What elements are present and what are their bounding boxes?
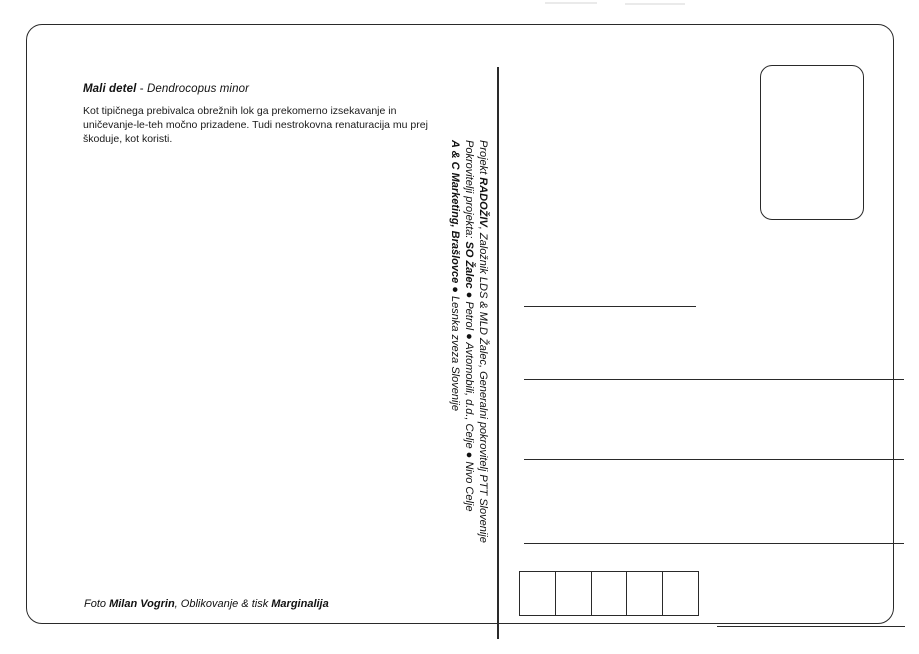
postcard-frame [26, 24, 894, 624]
sponsor-line-1-prefix: Projekt [477, 140, 489, 178]
postal-code-cell [519, 571, 556, 616]
center-divider [497, 67, 499, 639]
species-latin-name: Dendrocopus minor [146, 83, 249, 95]
sponsor-line-2-prefix: Pokrovitelji projekta: [462, 140, 475, 242]
sponsor-line-2-suffix: ● Petrol ● Avtomobili, d.d., Celje ● Nivo Celje [462, 288, 475, 512]
postal-code-cell [662, 571, 699, 616]
sponsor-text-block [450, 140, 490, 620]
address-line [524, 543, 904, 544]
scan-artifact [545, 2, 597, 4]
sponsor-line-2-bold: SO Žalec [462, 241, 475, 289]
sponsor-line-3-bold: A & C Marketing, Brašlovce [448, 140, 461, 284]
postal-code-cell [626, 571, 663, 616]
species-separator: - [136, 83, 147, 95]
message-block [83, 83, 463, 147]
sponsor-line-1-suffix: , Založnik LDS & MLD Žalec, Generalni pokrovitelj PTT Slovenije [477, 226, 489, 543]
sponsor-line-1-bold: RADOŽIV [477, 177, 489, 227]
design-label: , Oblikovanje & tisk [174, 598, 272, 610]
postal-code-boxes [519, 571, 699, 616]
address-line [524, 459, 904, 460]
species-title [83, 83, 463, 95]
sponsor-line-2 [462, 140, 476, 620]
postal-code-cell [591, 571, 628, 616]
address-line [717, 626, 905, 627]
credits-line [84, 598, 329, 610]
scan-artifact [625, 3, 685, 5]
photographer-name: Milan Vogrin [109, 598, 175, 610]
designer-name: Marginalija [271, 598, 329, 610]
stamp-box [760, 65, 864, 220]
sponsor-line-3 [448, 140, 462, 620]
species-common-name: Mali detel [83, 83, 137, 95]
species-description: Kot tipičnega prebivalca obrežnih lok ga prekomerno izsekavanje in uničevanje-le-teh močno prizadene. Tudi nestrokovna renaturacija mu prej škoduje, kot koristi. [83, 105, 428, 146]
sponsor-line-3-suffix: ● Lesnka zveza Slovenije [448, 283, 461, 411]
address-line [524, 379, 904, 380]
photo-label: Foto [84, 598, 110, 610]
postal-code-cell [555, 571, 592, 616]
address-line [524, 306, 696, 307]
sponsor-line-1 [476, 140, 490, 620]
